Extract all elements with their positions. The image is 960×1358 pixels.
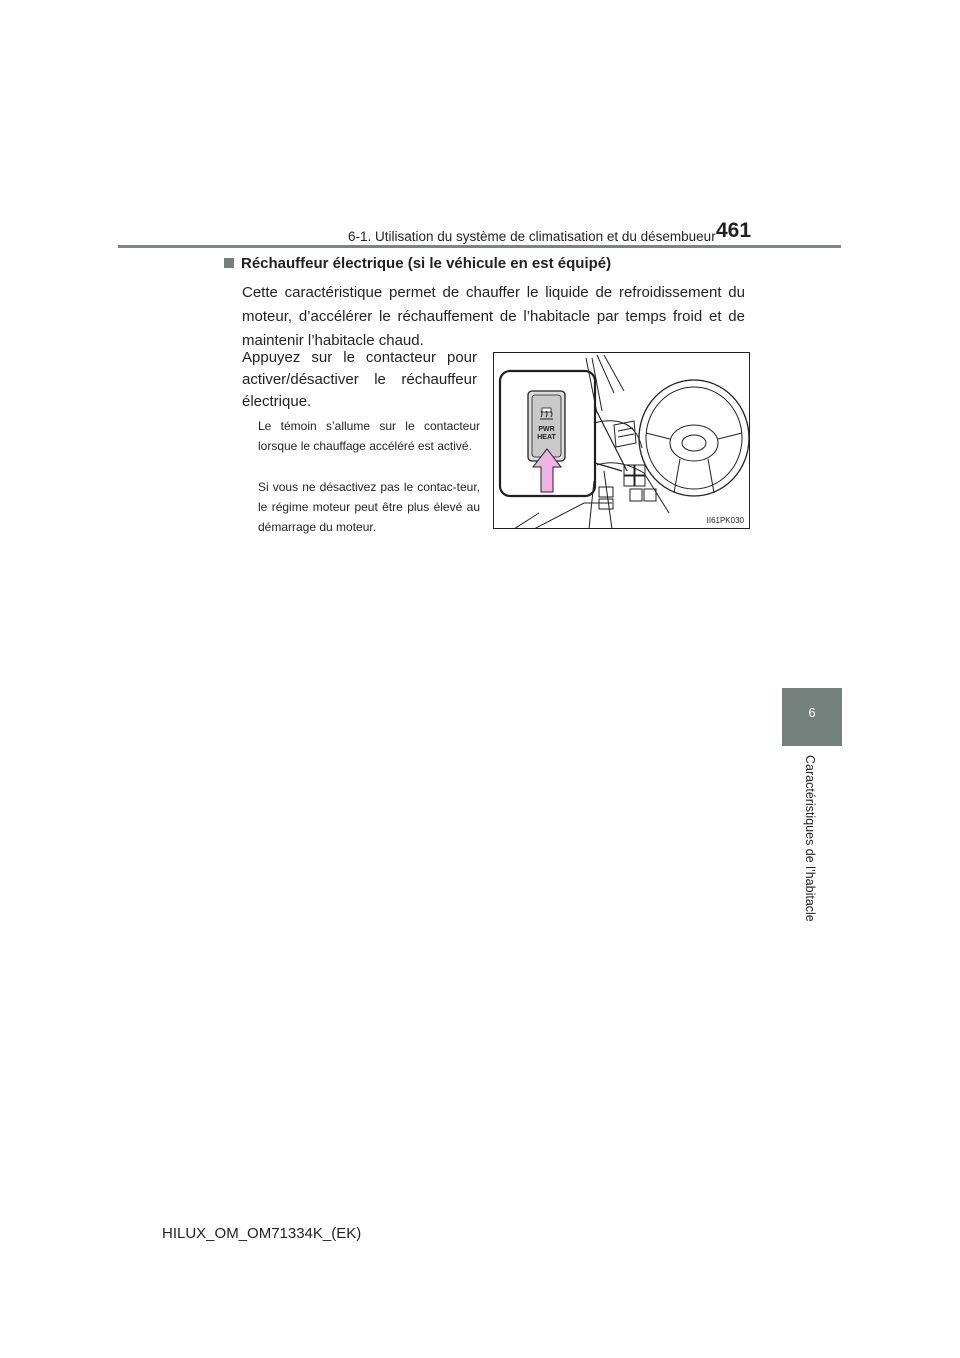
pwr-label: PWR [538,426,555,433]
section-heading-text: Réchauffeur électrique (si le véhicule en est équipé) [241,255,612,272]
dashboard-drawing [494,353,750,529]
note-indicator: Le témoin s’allume sur le contacteur lorsque le chauffage accéléré est activé. [258,419,480,453]
section-heading [224,255,611,272]
square-bullet-icon [224,258,234,268]
intro-paragraph: Cette caractéristique permet de chauffer le liquide de refroidissement du moteur, d’accélérer le réchauffement de l’habitacle par temps froid et de maintenir l’habitacle chaud. [242,284,745,349]
note-engine-speed: Si vous ne désactivez pas le contac-teur, le régime moteur peut être plus élevé au démarrage du moteur. [258,480,480,534]
instruction-paragraph: Appuyez sur le contacteur pour activer/désactiver le réchauffeur électrique. [242,349,477,410]
chapter-tab-number: 6 [808,705,816,720]
page-number: 461 [716,219,752,242]
header-title: 6-1. Utilisation du système de climatisation et du désembueur [348,229,716,244]
document-id: HILUX_OM_OM71334K_(EK) [162,1225,362,1242]
chapter-tab-label: Caractéristiques de l’habitacle [803,755,817,922]
heat-label: HEAT [537,434,556,441]
figure-code: II61PK030 [706,516,744,525]
header-rule [118,245,841,248]
dashboard-illustration [493,352,750,529]
